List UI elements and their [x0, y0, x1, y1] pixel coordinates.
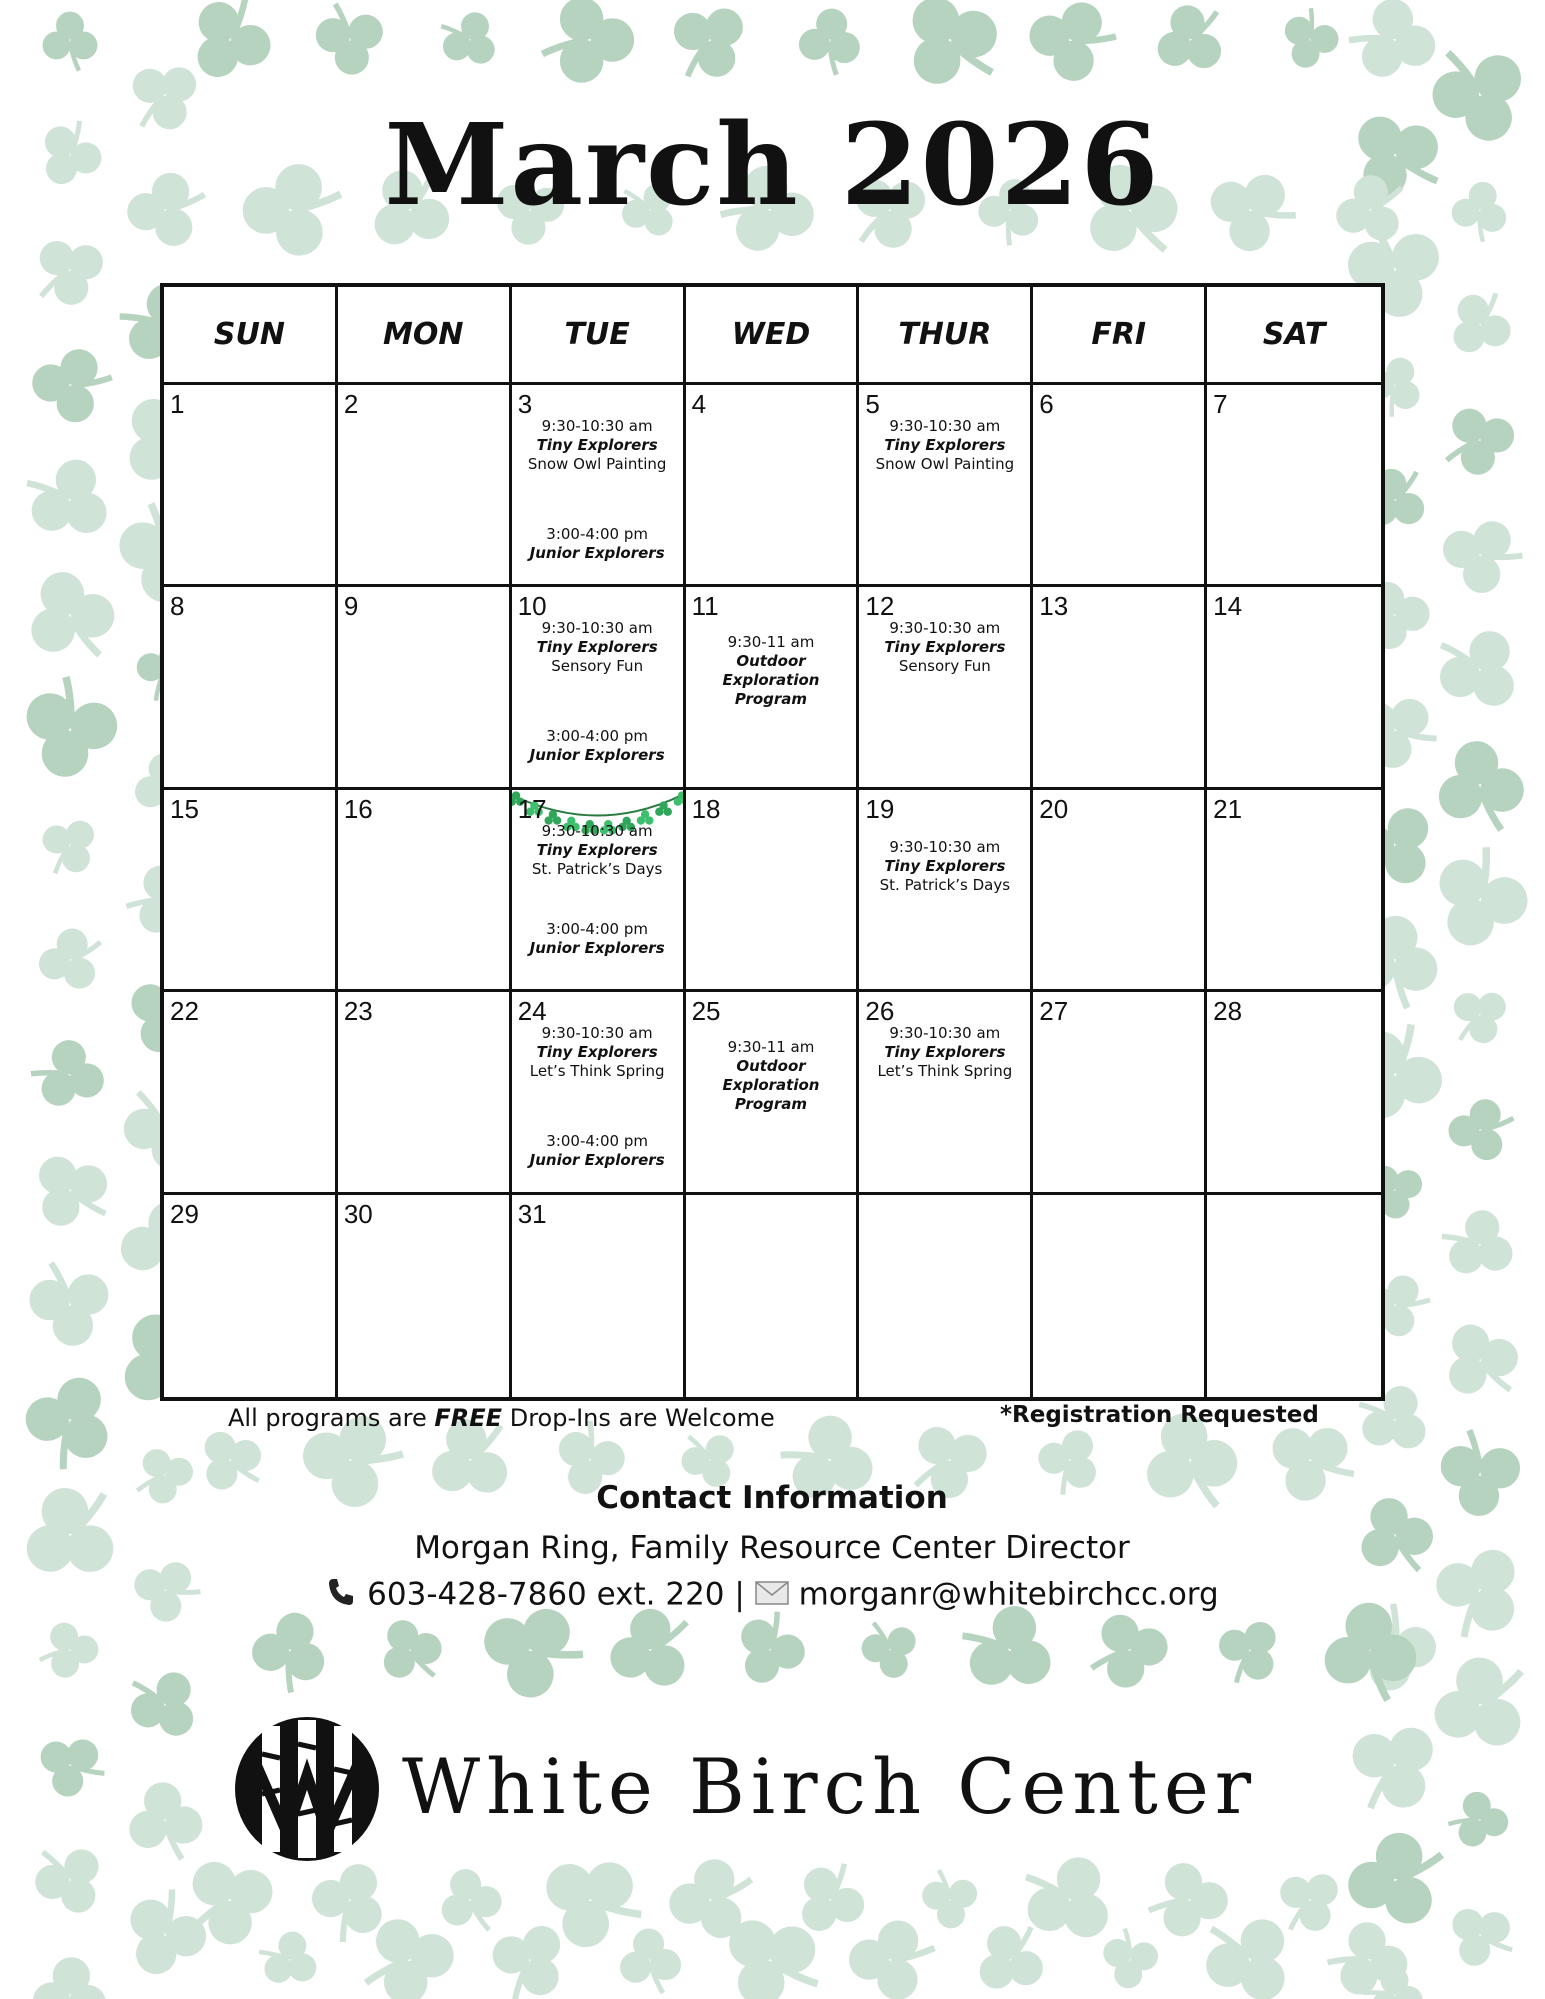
day-cell	[1207, 790, 1381, 992]
junior-explorers-event	[512, 920, 683, 958]
shamrock-icon	[25, 1256, 114, 1351]
outdoor-exploration-event	[686, 633, 857, 709]
shamrock-icon	[33, 923, 111, 997]
shamrock-icon	[31, 1955, 108, 1999]
event-time: 9:30-10:30 am	[889, 837, 1001, 856]
tiny-explorers-event	[859, 417, 1030, 474]
shamrock-icon	[542, 0, 633, 82]
free-emphasis: FREE	[434, 1404, 503, 1432]
outdoor-exploration-event	[686, 1038, 857, 1114]
shamrock-icon	[1431, 1198, 1526, 1290]
event-program: Tiny Explorers	[884, 1043, 1006, 1062]
event-activity: Sensory Fun	[551, 657, 644, 676]
shamrock-icon	[102, 1991, 224, 1999]
shamrock-icon	[1349, 1488, 1442, 1584]
day-cell	[859, 385, 1033, 587]
shamrock-icon	[797, 6, 863, 77]
shamrock-icon	[1435, 399, 1521, 481]
event-time: 9:30-10:30 am	[889, 619, 1001, 638]
shamrock-icon	[886, 0, 1016, 108]
shamrock-icon	[43, 12, 97, 71]
day-cell	[512, 992, 686, 1194]
shamrock-icon	[12, 1363, 126, 1480]
event-activity: Sensory Fun	[898, 657, 991, 676]
event-activity: St. Patrick’s Days	[531, 859, 663, 878]
day-cell	[1033, 587, 1207, 789]
weekday-header: MON	[338, 287, 512, 385]
day-cell	[338, 385, 512, 587]
shamrock-icon	[28, 1724, 114, 1808]
page-title	[0, 100, 1545, 231]
shamrock-icon	[1276, 3, 1345, 75]
event-time: 3:00-4:00 pm	[546, 727, 648, 746]
shamrock-icon	[1446, 1789, 1512, 1851]
day-cell	[686, 790, 860, 992]
shamrock-icon	[6, 1469, 137, 1598]
shamrock-icon	[1437, 280, 1525, 368]
contact-phone[interactable]: 603-428-7860 ext. 220	[367, 1576, 725, 1613]
event-activity: Let’s Think Spring	[877, 1062, 1013, 1081]
event-activity: Snow Owl Painting	[527, 455, 667, 473]
event-time: 9:30-10:30 am	[541, 1024, 653, 1043]
shamrock-icon	[1432, 736, 1529, 839]
day-number: 4	[691, 389, 707, 419]
day-cell	[338, 587, 512, 789]
shamrock-icon	[429, 0, 509, 79]
day-number: 16	[343, 793, 373, 824]
event-activity: Let’s Think Spring	[529, 1062, 665, 1081]
shamrock-icon	[617, 1927, 682, 1997]
tiny-explorers-event	[859, 1024, 1030, 1081]
shamrock-icon	[38, 1622, 98, 1678]
event-program: Junior Explorers	[529, 544, 665, 562]
tiny-explorers-event	[512, 417, 683, 474]
day-cell	[512, 385, 686, 587]
day-number: 22	[170, 996, 199, 1027]
weekday-header: TUE	[512, 287, 686, 385]
day-number: 2	[343, 389, 359, 419]
weekday-header: SAT	[1207, 287, 1381, 385]
day-cell	[859, 587, 1033, 789]
day-cell	[1207, 1195, 1381, 1397]
contact-details-line	[272, 1576, 1272, 1616]
shamrock-icon	[19, 1138, 124, 1244]
day-number: 21	[1213, 793, 1243, 824]
day-number: 6	[1039, 389, 1054, 419]
event-program: Outdoor Exploration Program	[722, 652, 820, 709]
event-time: 9:30-10:30 am	[541, 619, 653, 638]
junior-explorers-event	[512, 525, 683, 563]
day-cell	[1033, 385, 1207, 587]
day-cell	[859, 1195, 1033, 1397]
day-number: 23	[343, 996, 373, 1027]
day-cell	[338, 790, 512, 992]
shamrock-icon	[23, 1831, 115, 1925]
day-cell	[164, 992, 338, 1194]
day-cell	[686, 587, 860, 789]
day-number: 12	[865, 591, 895, 622]
day-number: 13	[1039, 591, 1069, 622]
shamrock-icon	[1342, 0, 1445, 89]
title-month: March	[384, 100, 800, 231]
day-number: 26	[865, 996, 895, 1027]
shamrock-icon	[129, 1442, 198, 1508]
event-program: Tiny Explorers	[884, 436, 1006, 454]
event-activity: Snow Owl Painting	[875, 455, 1015, 473]
event-time: 9:30-10:30 am	[889, 417, 1001, 435]
day-number: 10	[517, 591, 547, 622]
weekday-header: WED	[686, 287, 860, 385]
day-cell	[859, 992, 1033, 1194]
contact-name-line: Morgan Ring, Family Resource Center Director	[414, 1530, 1130, 1566]
event-program: Tiny Explorers	[536, 840, 658, 859]
shamrock-icon	[1422, 611, 1536, 726]
shamrock-icon	[1022, 0, 1121, 87]
day-number: 9	[343, 591, 359, 622]
shamrock-icon	[1144, 0, 1239, 86]
day-number: 5	[865, 389, 880, 419]
event-program: Junior Explorers	[529, 746, 665, 765]
shamrock-icon	[313, 0, 386, 77]
shamrock-icon	[1420, 1644, 1545, 1765]
day-cell	[164, 790, 338, 992]
day-number: 29	[170, 1198, 199, 1229]
shamrock-icon	[126, 1552, 207, 1630]
day-number: 30	[343, 1198, 373, 1229]
shamrock-icon	[24, 1032, 112, 1117]
shamrock-icon	[1340, 1825, 1454, 1933]
event-time: 3:00-4:00 pm	[546, 525, 648, 543]
event-time: 9:30-11 am	[727, 633, 815, 652]
junior-explorers-event	[512, 727, 683, 765]
day-cell	[338, 1195, 512, 1397]
calendar-grid	[160, 283, 1385, 1401]
shamrock-icon	[1439, 977, 1518, 1055]
contact-section	[272, 1480, 1272, 1626]
birch-emblem-icon	[232, 1714, 382, 1864]
shamrock-icon	[16, 560, 126, 674]
day-cell	[1207, 587, 1381, 789]
day-cell	[1033, 992, 1207, 1194]
day-number: 31	[517, 1198, 547, 1229]
event-program: Junior Explorers	[529, 1151, 665, 1170]
day-number: 19	[865, 793, 895, 824]
contact-email[interactable]: morganr@whitebirchcc.org	[798, 1576, 1219, 1613]
day-number: 8	[170, 591, 185, 622]
shamrock-icon	[1439, 1429, 1521, 1517]
event-time: 9:30-10:30 am	[541, 821, 653, 840]
event-time: 9:30-10:30 am	[889, 1024, 1001, 1043]
day-number: 24	[517, 996, 547, 1027]
day-cell	[512, 587, 686, 789]
day-number: 15	[170, 793, 199, 824]
free-programs-note: All programs are FREE Drop-Ins are Welcome	[228, 1404, 775, 1432]
day-number: 14	[1213, 591, 1243, 622]
shamrock-icon	[29, 345, 114, 425]
day-cell	[1033, 790, 1207, 992]
event-program: Tiny Explorers	[536, 1043, 658, 1062]
day-cell	[859, 790, 1033, 992]
shamrock-icon	[656, 0, 762, 94]
title-year: 2026	[840, 100, 1161, 231]
tiny-explorers-event	[859, 619, 1030, 676]
event-program: Tiny Explorers	[884, 856, 1006, 875]
shamrock-icon	[1434, 510, 1530, 602]
day-number: 28	[1213, 996, 1243, 1027]
event-program: Junior Explorers	[529, 938, 665, 957]
weekday-header: SUN	[164, 287, 338, 385]
shamrock-icon	[11, 442, 126, 555]
day-cell	[164, 1195, 338, 1397]
shamrock-icon	[1100, 1926, 1161, 1991]
day-number: 1	[170, 389, 185, 419]
contact-heading: Contact Information	[596, 1480, 948, 1516]
tiny-explorers-event	[512, 1024, 683, 1081]
event-activity: St. Patrick’s Days	[879, 875, 1011, 894]
day-cell	[686, 1195, 860, 1397]
day-cell	[512, 790, 686, 992]
event-program: Tiny Explorers	[884, 638, 1006, 657]
shamrock-icon	[1420, 835, 1541, 960]
day-cell	[686, 385, 860, 587]
event-time: 9:30-11 am	[727, 1038, 815, 1057]
day-cell	[686, 992, 860, 1194]
event-time: 3:00-4:00 pm	[546, 1132, 648, 1151]
shamrock-icon	[29, 806, 108, 886]
shamrock-icon	[22, 225, 115, 316]
shamrock-icon	[125, 1779, 206, 1865]
weekday-header: FRI	[1033, 287, 1207, 385]
day-number: 11	[691, 591, 719, 622]
day-cell	[164, 385, 338, 587]
day-cell	[338, 992, 512, 1194]
day-number: 25	[691, 996, 721, 1027]
event-time: 3:00-4:00 pm	[546, 919, 648, 938]
event-program: Tiny Explorers	[536, 638, 658, 657]
tiny-explorers-event	[512, 822, 683, 879]
envelope-icon	[755, 1578, 789, 1614]
day-cell	[1207, 992, 1381, 1194]
day-number: 18	[691, 793, 721, 824]
day-cell	[1207, 385, 1381, 587]
registration-note: *Registration Requested	[1000, 1402, 1319, 1428]
shamrock-icon	[16, 671, 124, 785]
logo-wordmark: White Birch Center	[402, 1742, 1258, 1831]
weekday-header: THUR	[859, 287, 1033, 385]
phone-icon	[325, 1576, 357, 1616]
shamrock-icon	[1418, 1530, 1539, 1653]
day-number: 17	[517, 793, 547, 824]
day-cell	[1033, 1195, 1207, 1397]
day-cell	[512, 1195, 686, 1397]
shamrock-icon	[116, 1655, 212, 1752]
shamrock-icon	[1447, 1098, 1515, 1161]
event-time: 9:30-10:30 am	[541, 417, 653, 435]
tiny-explorers-event	[512, 619, 683, 676]
tiny-explorers-event	[859, 838, 1030, 895]
shamrock-icon	[250, 1921, 328, 1997]
day-number: 20	[1039, 793, 1069, 824]
day-number: 3	[517, 389, 533, 419]
day-number: 7	[1213, 389, 1228, 419]
shamrock-icon	[1430, 1310, 1531, 1413]
shamrock-icon	[849, 1920, 935, 1999]
white-birch-logo	[232, 1700, 1322, 1880]
shamrock-icon	[1437, 1892, 1525, 1980]
contact-separator: |	[734, 1576, 745, 1613]
event-program: Outdoor Exploration Program	[722, 1057, 820, 1114]
day-cell	[164, 587, 338, 789]
event-program: Tiny Explorers	[536, 436, 658, 454]
junior-explorers-event	[512, 1132, 683, 1170]
day-number: 27	[1039, 996, 1069, 1027]
